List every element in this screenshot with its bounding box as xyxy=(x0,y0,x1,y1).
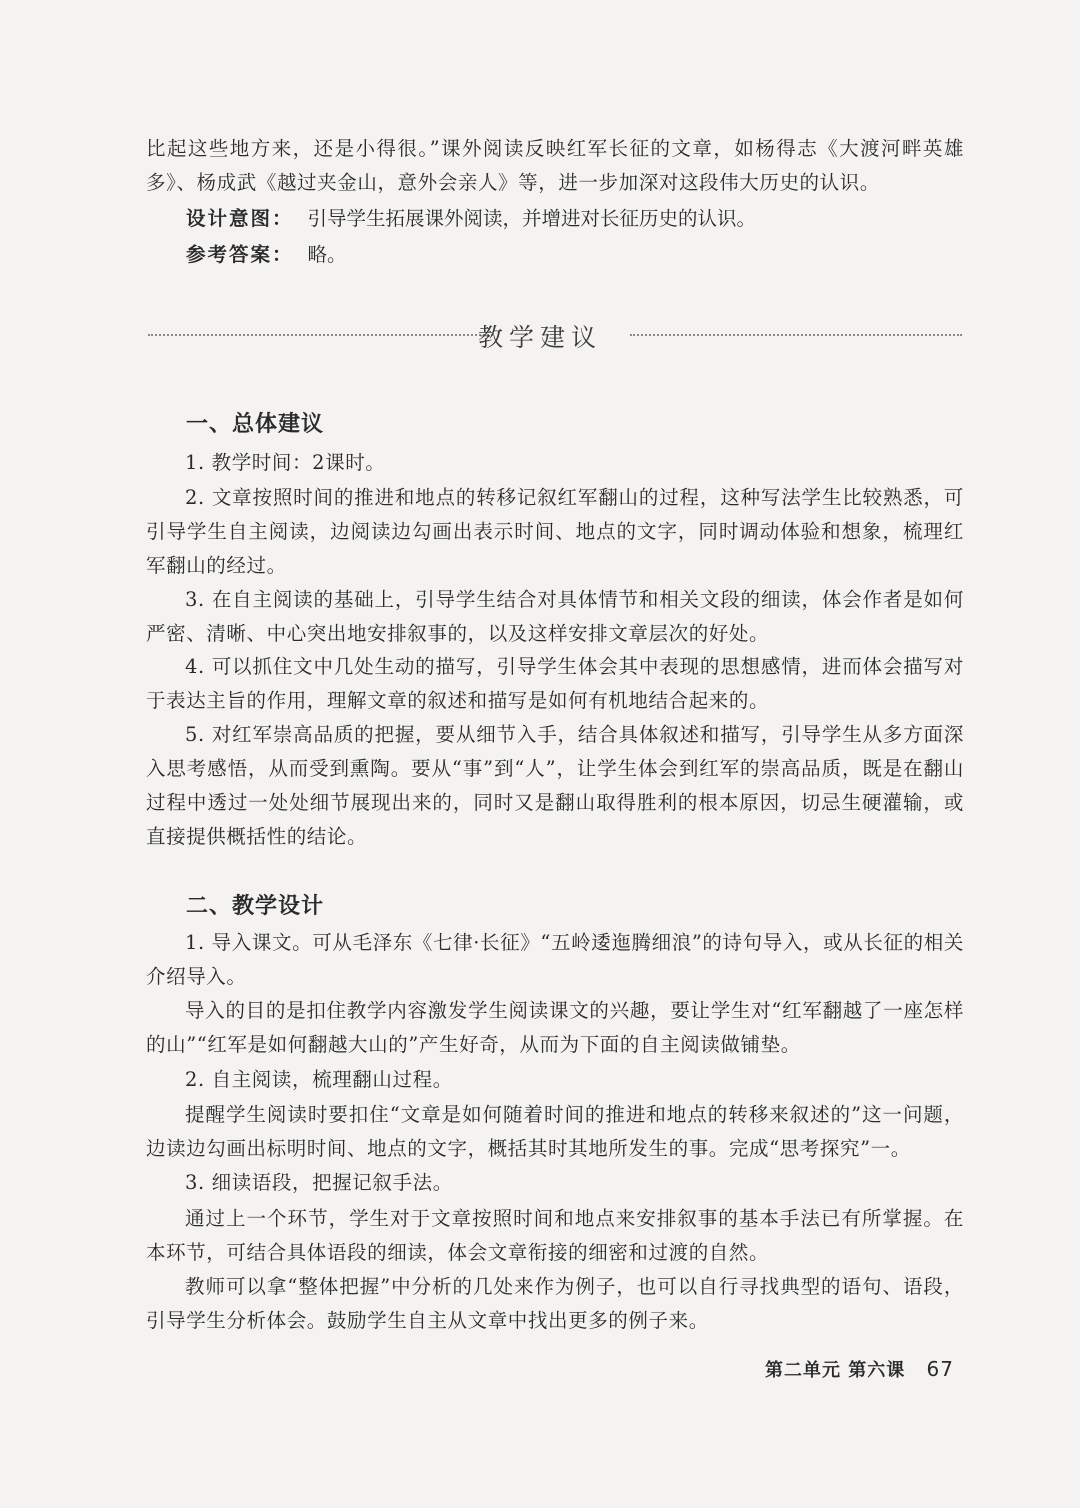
list-item: 2. 自主阅读，梳理翻山过程。 xyxy=(185,1068,453,1091)
list-item: 提醒学生阅读时要扣住“文章是如何随着时间的推进和地点的转移来叙述的”这一问题，边读边勾画出标明时间、地点的文字，概括其时其地所发生的事。完成“思考探究”一。 xyxy=(146,1103,964,1160)
list-item: 3. 细读语段，把握记叙手法。 xyxy=(185,1171,453,1194)
list-item: 3. 在自主阅读的基础上，引导学生结合对具体情节和相关文段的细读，体会作者是如何严密、清晰、中心突出地安排叙事的，以及这样安排文章层次的好处。 xyxy=(146,588,964,645)
list-item: 通过上一个环节，学生对于文章按照时间和地点来安排叙事的基本手法已有所掌握。在本环节，可结合具体语段的细读，体会文章衔接的细密和过渡的自然。 xyxy=(146,1207,964,1264)
reference-answer-text: 略。 xyxy=(307,243,347,266)
design-intent-text: 引导学生拓展课外阅读，并增进对长征历史的认识。 xyxy=(307,207,757,230)
section-title: 教学建议 xyxy=(477,323,602,352)
page-footer xyxy=(765,1356,954,1382)
list-item: 2. 文章按照时间的推进和地点的转移记叙红军翻山的过程，这种写法学生比较熟悉，可引导学生自主阅读，边阅读边勾画出表示时间、地点的文字，同时调动体验和想象，梳理红军翻山的经过。 xyxy=(146,486,964,577)
page-number: 67 xyxy=(926,1357,954,1381)
heading-teaching-design: 二、教学设计 xyxy=(186,894,325,919)
reference-answer-line xyxy=(186,238,347,272)
heading-general-suggestions: 一、总体建议 xyxy=(186,412,325,437)
list-item: 1. 导入课文。可从毛泽东《七律·长征》“五岭逶迤腾细浪”的诗句导入，或从长征的相关介绍导入。 xyxy=(146,931,964,988)
design-intent-line xyxy=(186,202,756,236)
footer-lesson: 第六课 xyxy=(848,1360,906,1381)
footer-unit: 第二单元 xyxy=(764,1360,841,1381)
intro-paragraph: 比起这些地方来，还是小得很。”课外阅读反映红军长征的文章，如杨得志《大渡河畔英雄多》、杨成武《越过夹金山，意外会亲人》等，进一步加深对这段伟大历史的认识。 xyxy=(146,137,964,194)
design-intent-label: 设计意图： xyxy=(186,207,294,230)
divider-right xyxy=(630,334,962,336)
list-item: 4. 可以抓住文中几处生动的描写，引导学生体会其中表现的思想感情，进而体会描写对于表达主旨的作用，理解文章的叙述和描写是如何有机地结合起来的。 xyxy=(146,655,964,712)
list-item: 教师可以拿“整体把握”中分析的几处来作为例子，也可以自行寻找典型的语句、语段，引导学生分析体会。鼓励学生自主从文章中找出更多的例子来。 xyxy=(146,1275,964,1332)
list-item: 导入的目的是扣住教学内容激发学生阅读课文的兴趣，要让学生对“红军翻越了一座怎样的山”“红军是如何翻越大山的”产生好奇，从而为下面的自主阅读做铺垫。 xyxy=(146,999,964,1056)
list-item: 1. 教学时间：2课时。 xyxy=(185,451,386,474)
reference-answer-label: 参考答案： xyxy=(186,243,294,266)
list-item: 5. 对红军崇高品质的把握，要从细节入手，结合具体叙述和描写，引导学生从多方面深入思考感悟，从而受到熏陶。要从“事”到“人”，让学生体会到红军的崇高品质，既是在翻山过程中透过一处处细节展现出来的，同时又是翻山取得胜利的根本原因，切忌生硬灌输，或直接提供概括性的结论。 xyxy=(146,723,964,848)
